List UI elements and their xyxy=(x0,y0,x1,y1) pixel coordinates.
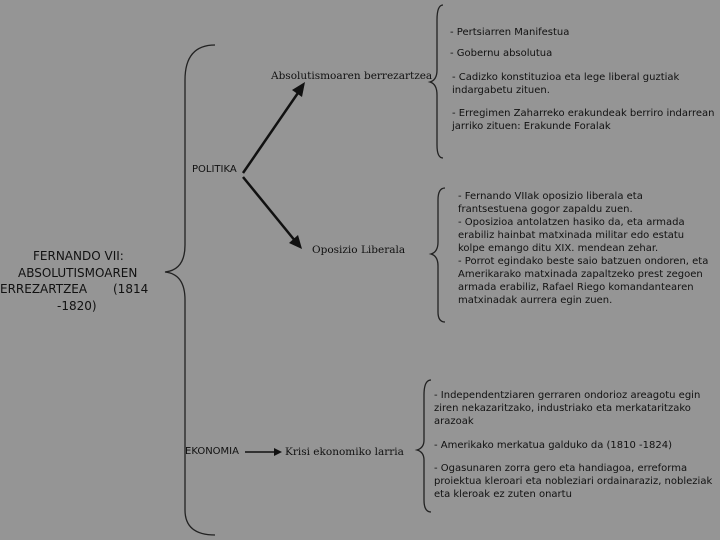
arrow-to-oposizio xyxy=(243,177,296,242)
root-title-line3b: (1814 xyxy=(113,282,149,296)
oposizio-item-3: - Porrot egindako beste saio batzuen ondoren, eta Amerikarako matxinada zapaltzeko prest zegoen armada erabiliz, Rafael Riego komandantearen matxinadak aurrera egin zuen. xyxy=(458,256,709,306)
absolutismo-label: Absolutismoaren berrezartzea xyxy=(271,70,433,82)
absolutismo-item-2: - Gobernu absolutua xyxy=(450,48,553,59)
oposizio-item-2: - Oposizioa antolatzen hasiko da, eta armada erabiliz hainbat matxinada militar edo estatu kolpe emango ditu XIX. mendean zehar. xyxy=(458,217,685,254)
absolutismo-item-1: - Pertsiarren Manifestua xyxy=(450,27,570,38)
root-title-line3a: ERREZARTZEA xyxy=(0,282,88,296)
root-title-line2: ABSOLUTISMOAREN xyxy=(18,265,138,280)
arrow-head-krisi xyxy=(274,448,282,456)
arrow-head-absolutismo xyxy=(292,82,305,97)
krisi-label: Krisi ekonomiko larria xyxy=(285,446,404,458)
main-brace xyxy=(165,45,215,535)
oposizio-brace xyxy=(431,188,445,322)
oposizio-item-1: - Fernando VIIak oposizio liberala eta frantsestuena gogor zapaldu zuen. xyxy=(458,191,643,215)
root-title-line1: FERNANDO VII: xyxy=(33,249,124,263)
krisi-item-3: - Ogasunaren zorra gero eta handiagoa, erreforma proiektua kleroari eta nobleziari ordainaraziz, nobleziak eta kleroak ez zuten onartu xyxy=(434,463,713,500)
root-title xyxy=(0,248,152,314)
ekonomia-label: EKONOMIA xyxy=(185,446,239,457)
oposizio-items xyxy=(458,190,713,307)
oposizio-label: Oposizio Liberala xyxy=(312,244,406,256)
absolutismo-item-4: - Erregimen Zaharreko erakundeak berriro indarrean jarriko zituen: Erakunde Foralak xyxy=(452,108,715,132)
krisi-brace xyxy=(417,380,431,512)
politika-label: POLITIKA xyxy=(192,164,237,175)
absolutismo-item-3: - Cadizko konstituzioa eta lege liberal guztiak indargabetu zituen. xyxy=(452,72,680,96)
root-title-line4: -1820) xyxy=(57,298,97,313)
arrow-to-absolutismo xyxy=(243,90,300,173)
krisi-item-2: - Amerikako merkatua galduko da (1810 -1824) xyxy=(434,440,673,451)
krisi-item-1: - Independentziaren gerraren ondorioz areagotu egin ziren nekazaritzako, industriako eta merkataritzako arazoak xyxy=(434,390,701,427)
